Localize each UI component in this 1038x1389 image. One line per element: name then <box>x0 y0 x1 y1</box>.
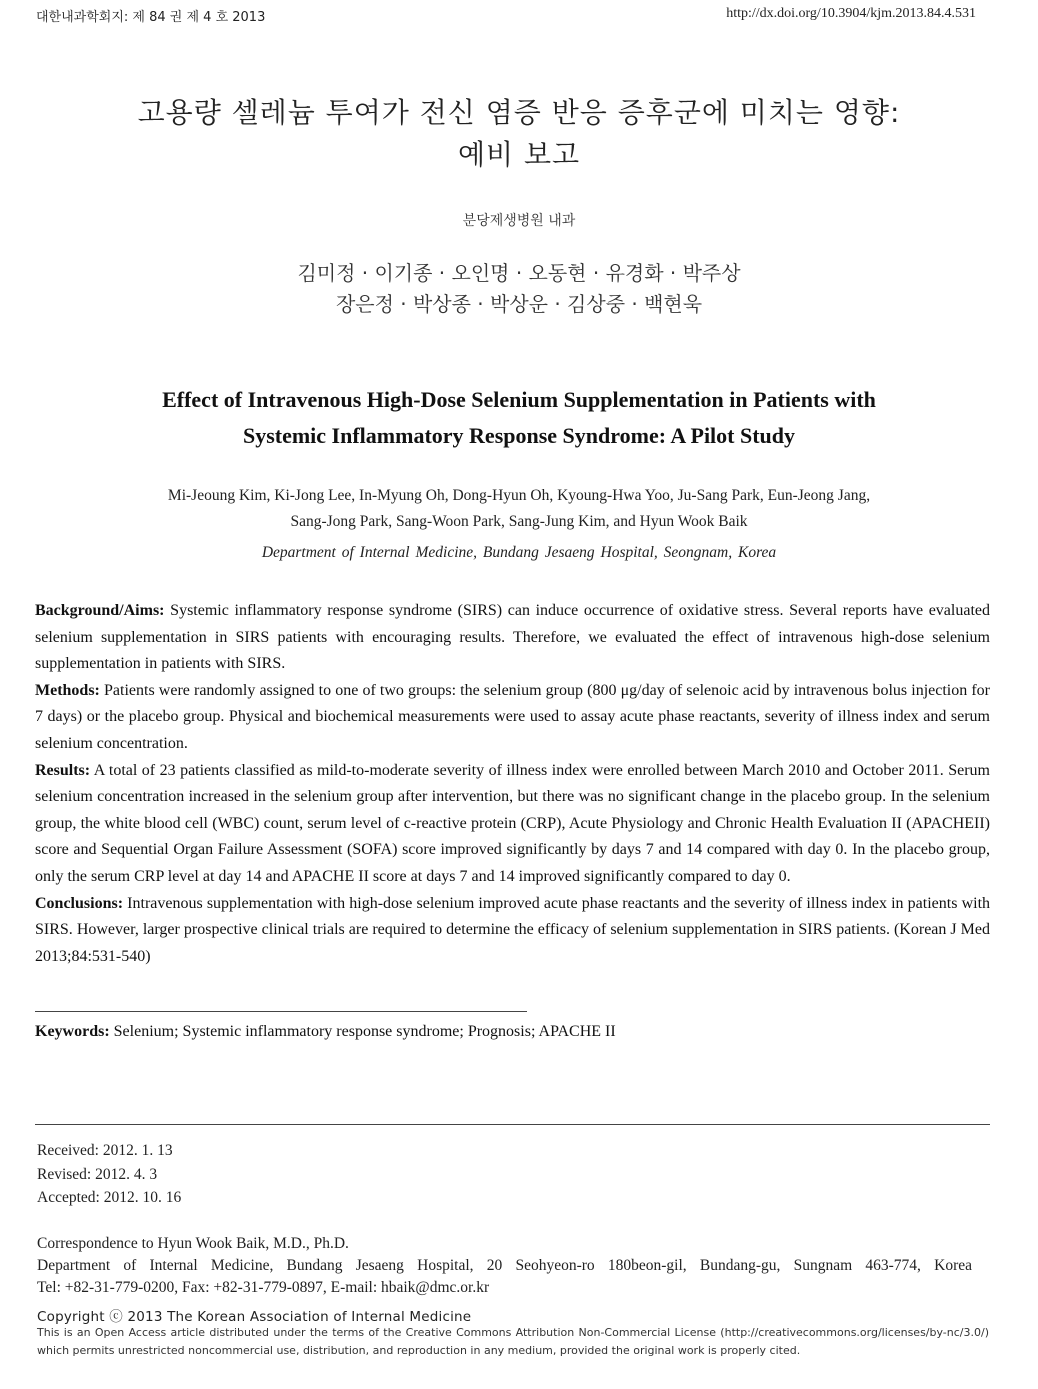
english-title <box>0 382 1038 454</box>
correspondence-line1: Correspondence to Hyun Wook Baik, M.D., Ph.D. <box>37 1235 349 1252</box>
correspondence-line3: Tel: +82-31-779-0200, Fax: +82-31-779-0897, E-mail: hbaik@dmc.or.kr <box>37 1279 490 1296</box>
abstract-methods <box>35 678 990 758</box>
date-received: Received: 2012. 1. 13 <box>37 1142 173 1159</box>
korean-title-line1: 고용량 셀레늄 투여가 전신 염증 반응 증후군에 미치는 영향: <box>137 96 901 129</box>
korean-department: 분당제생병원 내과 <box>462 213 576 229</box>
abstract-methods-text: Patients were randomly assigned to one of two groups: the selenium group (800 μg/day of selenoic acid by intravenous bolus injection for 7 days) or the placebo group. Physical and biochemical measurements were used to assay acute phase reactants, severity of illness index and serum selenium concentration. <box>35 681 991 752</box>
keywords-divider <box>35 1011 527 1012</box>
abstract-background-text: Systemic inflammatory response syndrome (SIRS) can induce occurrence of oxidative stress. Several reports have evaluated selenium supplementation in SIRS patients with encouraging results. Therefore, we evaluated the effect of intravenous high-dose selenium supplementation in patients with SIRS. <box>35 602 990 673</box>
korean-authors <box>0 258 1038 320</box>
footer-divider <box>35 1124 990 1125</box>
journal-header: 대한내과학회지: 제 84 권 제 4 호 2013 <box>36 10 266 25</box>
keywords <box>35 1023 616 1041</box>
abstract-results <box>35 758 990 891</box>
article-dates <box>37 1139 181 1210</box>
abstract-methods-label: Methods: <box>35 681 100 699</box>
doi-link[interactable]: http://dx.doi.org/10.3904/kjm.2013.84.4.531 <box>726 6 976 21</box>
abstract-conclusions-text: Intravenous supplementation with high-dose selenium improved acute phase reactants and the severity of illness index in patients with SIRS. However, larger prospective clinical trials are required to determine the efficacy of selenium supplementation in SIRS patients. (Korean J Med 2013;84:531-540) <box>35 894 991 965</box>
correspondence <box>37 1233 972 1299</box>
korean-authors-line1: 김미정 · 이기종 · 오인명 · 오동현 · 유경화 · 박주상 <box>297 261 741 285</box>
abstract-background <box>35 598 990 678</box>
english-title-line2: Systemic Inflammatory Response Syndrome: A Pilot Study <box>242 423 796 448</box>
date-revised: Revised: 2012. 4. 3 <box>37 1165 158 1183</box>
keywords-label: Keywords: <box>35 1023 110 1040</box>
english-authors-line2: Sang-Jong Park, Sang-Woon Park, Sang-Jung Kim, and Hyun Wook Baik <box>290 513 748 530</box>
abstract <box>35 598 990 970</box>
korean-title-line2: 예비 보고 <box>457 138 581 171</box>
korean-authors-line2: 장은정 · 박상종 · 박상운 · 김상중 · 백현욱 <box>335 292 703 316</box>
english-department: Department of Internal Medicine, Bundang Jesaeng Hospital, Seongnam, Korea <box>261 544 777 561</box>
english-authors-line1: Mi-Jeoung Kim, Ki-Jong Lee, In-Myung Oh, Dong-Hyun Oh, Kyoung-Hwa Yoo, Ju-Sang Park, Eun-Jeong Jang, <box>167 487 871 504</box>
abstract-background-label: Background/Aims: <box>35 602 165 619</box>
abstract-results-label: Results: <box>35 761 91 779</box>
english-title-line1: Effect of Intravenous High-Dose Selenium Supplementation in Patients with <box>162 387 876 412</box>
english-authors <box>0 483 1038 535</box>
abstract-results-text: A total of 23 patients classified as mild-to-moderate severity of illness index were enrolled between March 2010 and October 2011. Serum selenium concentration increased in the selenium group after intervention, but there was no significant change in the placebo group. In the selenium group, the white blood cell (WBC) count, serum level of c-reactive protein (CRP), Acute Physiology and Chronic Health Evaluation II (APACHEII) score and Sequential Organ Failure Assessment (SOFA) score improved significantly by days 7 and 14 compared with day 0. In the placebo group, only the serum CRP level at day 14 and APACHE II score at days 7 and 14 improved significantly compared to day 0. <box>35 761 990 885</box>
copyright-notice: Copyright ⓒ 2013 The Korean Association of Internal Medicine <box>37 1309 472 1325</box>
abstract-conclusions-label: Conclusions: <box>35 894 124 912</box>
date-accepted: Accepted: 2012. 10. 16 <box>37 1189 182 1206</box>
korean-title <box>0 92 1038 176</box>
correspondence-line2: Department of Internal Medicine, Bundang Jesaeng Hospital, 20 Seohyeon-ro 180beon-gil, Bundang-gu, Sungnam 463-774, Korea <box>37 1257 972 1274</box>
abstract-conclusions <box>35 891 990 971</box>
keywords-text: Selenium; Systemic inflammatory response syndrome; Prognosis; APACHE II <box>113 1023 616 1040</box>
license-text: This is an Open Access article distributed under the terms of the Creative Commons Attribution Non-Commercial License (http://creativecommons.org/licenses/by-nc/3.0/) which permits unrestricted noncommercial use, distribution, and reproduction in any medium, provided the original work is properly cited. <box>37 1326 989 1357</box>
